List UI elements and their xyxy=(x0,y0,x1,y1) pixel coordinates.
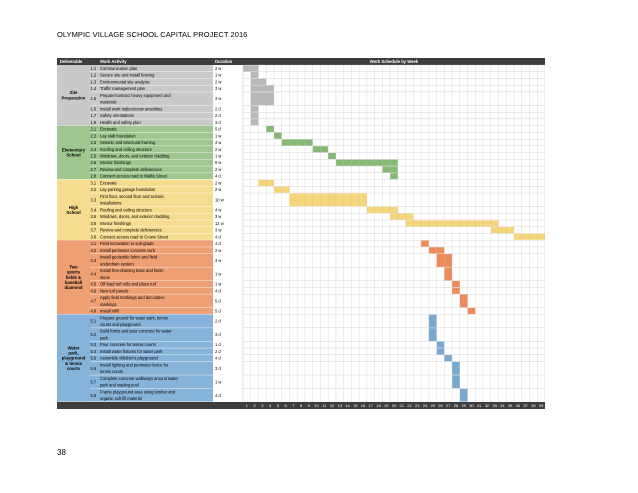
task-number: 2.4 xyxy=(90,146,97,152)
task-name: Windows, doors, and exterior cladding xyxy=(100,153,170,159)
task-number: 3.1 xyxy=(90,180,97,186)
task-name: Lay parking garage foundation xyxy=(100,187,156,193)
task-duration: 1 w xyxy=(215,379,222,385)
task-duration: 4 d xyxy=(215,173,221,179)
task-name: Health and safety plan xyxy=(100,119,141,125)
week-tick-label: 11 xyxy=(322,403,327,408)
task-duration: 4 d xyxy=(215,241,221,247)
task-number: 1.7 xyxy=(90,113,97,119)
task-row xyxy=(243,240,545,247)
task-bar xyxy=(421,241,429,247)
task-row xyxy=(243,65,545,72)
week-tick-label: 30 xyxy=(469,403,474,408)
task-row xyxy=(243,328,545,341)
week-tick-label: 24 xyxy=(422,403,428,408)
task-duration: 2 d xyxy=(215,106,221,112)
task-row xyxy=(243,112,545,119)
task-name: Interior finishings xyxy=(100,220,131,226)
page-number: 38 xyxy=(57,448,66,457)
task-duration: 12 w xyxy=(215,220,224,226)
task-name: Field excavation to sub-grade xyxy=(100,241,154,247)
task-duration: 3 d xyxy=(215,332,221,338)
week-tick-label: 19 xyxy=(384,403,389,408)
task-name: Connect access road to Crowe Street xyxy=(100,234,169,240)
task-row xyxy=(243,389,545,402)
task-name: Install geotextile fabric and field underdrain system xyxy=(100,254,158,267)
task-bar xyxy=(444,268,452,281)
task-bar xyxy=(251,112,259,118)
task-bar xyxy=(251,92,274,105)
task-row xyxy=(243,267,545,280)
task-bar xyxy=(460,294,468,307)
task-duration: 1 w xyxy=(215,133,222,139)
task-bar xyxy=(274,133,282,139)
task-name: Interior finishings xyxy=(100,160,131,166)
task-bar xyxy=(390,173,398,179)
task-row xyxy=(243,287,545,294)
task-bar xyxy=(452,288,460,294)
task-row xyxy=(243,254,545,267)
task-row xyxy=(243,153,545,160)
task-number: 2.3 xyxy=(90,140,97,146)
week-tick-label: 14 xyxy=(345,403,350,408)
task-duration: 2 d xyxy=(215,318,221,324)
task-bar xyxy=(452,375,460,388)
task-duration: 4 w xyxy=(215,140,222,146)
task-name: Secure site and install fencing xyxy=(100,72,155,78)
task-name: Apply field markings and decorative markings xyxy=(100,295,165,307)
header-activity: Work Activity xyxy=(100,59,127,64)
task-row xyxy=(243,119,545,126)
week-tick-label: 34 xyxy=(500,403,505,408)
week-tick-label: 17 xyxy=(368,403,373,408)
task-duration: 4 d xyxy=(215,234,221,240)
task-duration: 4 d xyxy=(215,288,221,294)
task-bar xyxy=(251,72,259,78)
task-duration: 8 w xyxy=(215,160,222,166)
task-duration: 3 w xyxy=(215,86,222,92)
task-number: 5.3 xyxy=(90,342,97,348)
task-bar xyxy=(452,362,460,375)
task-row xyxy=(243,294,545,307)
task-row xyxy=(243,355,545,362)
task-number: 2.6 xyxy=(90,160,97,166)
task-duration: 2 w xyxy=(215,180,222,186)
task-number: 5.7 xyxy=(90,379,97,385)
task-bar xyxy=(460,389,468,402)
task-row xyxy=(243,362,545,375)
task-number: 3.8 xyxy=(90,234,97,240)
task-number: 4.2 xyxy=(90,247,97,253)
week-tick-label: 33 xyxy=(492,403,497,408)
task-name: Install lighting and perimeter fence for tennis courts xyxy=(100,362,169,375)
task-duration: 3 w xyxy=(215,227,222,233)
task-row xyxy=(243,247,545,254)
task-name: First floor, second floor and seismic installations xyxy=(100,193,165,206)
task-number: 3.7 xyxy=(90,227,97,233)
task-number: 3.3 xyxy=(90,197,97,203)
task-number: 5.1 xyxy=(90,318,97,324)
task-name: Install work trailers/crew amenities xyxy=(100,106,163,112)
task-name: Roofing and ceiling structure xyxy=(100,207,152,213)
task-name: Install infill xyxy=(100,308,119,314)
week-tick-label: 35 xyxy=(507,403,513,408)
task-row xyxy=(243,314,545,327)
task-number: 4.1 xyxy=(90,241,97,247)
task-number: 1.8 xyxy=(90,119,97,125)
task-row xyxy=(243,220,545,227)
task-name: Communication plan xyxy=(100,65,138,71)
task-row xyxy=(243,375,545,388)
gantt-svg xyxy=(57,58,545,409)
week-tick-label: 3 xyxy=(261,403,264,408)
week-tick-label: 15 xyxy=(353,403,358,408)
week-tick-label: 2 xyxy=(253,403,256,408)
task-number: 3.2 xyxy=(90,187,97,193)
task-duration: 2 d xyxy=(215,348,221,354)
task-name: Environmental site analysis xyxy=(100,79,150,85)
group-label: Elementary School xyxy=(61,147,86,158)
task-duration: 3 w xyxy=(215,214,222,220)
task-number: 5.8 xyxy=(90,392,97,398)
task-number: 4.6 xyxy=(90,288,97,294)
task-duration: 5 d xyxy=(215,308,221,314)
task-name: Roofing and ceiling structure xyxy=(100,146,152,152)
task-name: Complete concrete walkways around water park and wading pool xyxy=(100,375,179,388)
task-duration: 2 w xyxy=(215,146,222,152)
week-tick-label: 22 xyxy=(407,403,412,408)
week-tick-label: 20 xyxy=(391,403,397,408)
task-number: 4.3 xyxy=(90,257,97,263)
task-number: 5.2 xyxy=(90,332,97,338)
task-number: 4.4 xyxy=(90,271,97,277)
task-row xyxy=(243,92,545,105)
task-bar xyxy=(429,328,437,341)
task-number: 1.6 xyxy=(90,106,97,112)
task-name: Prepare/contract heavy equipment and materials xyxy=(100,92,171,105)
week-tick-label: 4 xyxy=(268,403,272,408)
task-number: 2.8 xyxy=(90,173,97,179)
task-duration: 5 d xyxy=(215,126,221,132)
task-duration: 3 d xyxy=(215,119,221,125)
task-name: Review and complete deficiencies xyxy=(100,227,162,233)
week-tick-label: 32 xyxy=(484,403,490,408)
task-row xyxy=(243,348,545,355)
group-label: High School xyxy=(66,204,81,216)
task-duration: 2 w xyxy=(215,166,222,172)
week-tick-label: 18 xyxy=(376,403,381,408)
task-name: Seismic and structural framing xyxy=(100,140,156,146)
task-number: 1.3 xyxy=(90,79,97,85)
task-bar xyxy=(251,106,259,112)
gantt-chart xyxy=(57,58,545,409)
task-duration: 1 w xyxy=(215,271,222,277)
week-tick-label: 13 xyxy=(337,403,343,408)
task-name: Prepare ground for water park, tennis courts and playground xyxy=(100,315,168,327)
task-number: 3.4 xyxy=(90,207,97,213)
task-row xyxy=(243,132,545,139)
task-name: Review and complete deficiencies xyxy=(100,166,162,172)
task-duration: 4 d xyxy=(215,355,221,361)
week-tick-label: 8 xyxy=(299,403,303,408)
task-duration: 10 w xyxy=(215,197,224,203)
week-tick-label: 6 xyxy=(284,403,287,408)
task-name: Off-load turf rolls and place turf xyxy=(100,281,157,287)
week-tick-label: 25 xyxy=(430,403,435,408)
task-name: Install perimeter concrete curb xyxy=(100,247,156,253)
task-row xyxy=(243,72,545,79)
task-duration: 1 w xyxy=(215,153,222,159)
task-number: 1.1 xyxy=(90,65,97,71)
header-bar xyxy=(57,58,545,65)
group-label: Site Preparation xyxy=(61,90,86,101)
task-name: Install water fixtures for water park xyxy=(100,348,163,354)
week-tick-label: 5 xyxy=(276,403,279,408)
task-bar xyxy=(328,153,336,159)
task-name: Excavate xyxy=(100,126,117,132)
week-tick-label: 26 xyxy=(438,403,443,408)
task-row xyxy=(243,85,545,92)
week-tick-label: 9 xyxy=(307,403,310,408)
task-name: Install free-draining base and finish stone xyxy=(100,268,164,280)
task-number: 1.5 xyxy=(90,96,97,102)
task-name: Build forms and pour concrete for water park xyxy=(100,328,172,341)
task-bar xyxy=(251,86,274,92)
task-bar xyxy=(266,126,274,132)
task-bar xyxy=(251,119,259,125)
task-row xyxy=(243,308,545,315)
task-duration: 1 d xyxy=(215,342,221,348)
task-number: 2.5 xyxy=(90,153,97,159)
task-row xyxy=(243,234,545,241)
week-tick-label: 36 xyxy=(515,403,521,408)
task-duration: 2 d xyxy=(215,113,221,119)
task-number: 2.7 xyxy=(90,166,97,172)
week-tick-label: 31 xyxy=(476,403,482,408)
task-bar xyxy=(491,227,514,233)
group-label: Water park, playground & tennis courts xyxy=(61,345,86,372)
week-tick-label: 28 xyxy=(453,403,459,408)
task-number: 4.8 xyxy=(90,308,97,314)
week-tick-label: 16 xyxy=(360,403,366,408)
week-tick-label: 10 xyxy=(314,403,319,408)
task-number: 2.1 xyxy=(90,126,97,132)
task-number: 3.6 xyxy=(90,220,97,226)
task-duration: 3 w xyxy=(215,96,222,102)
task-bar xyxy=(390,214,413,220)
task-name: Traffic management plan xyxy=(100,86,146,92)
task-number: 3.5 xyxy=(90,214,97,220)
task-bar xyxy=(452,281,460,287)
task-duration: 2 w xyxy=(215,247,222,253)
week-tick-label: 38 xyxy=(531,403,536,408)
task-row xyxy=(243,193,545,206)
page-title: OLYMPIC VILLAGE SCHOOL CAPITAL PROJECT 2016 xyxy=(57,30,248,39)
task-name: Frame playground area using lumber and organic soft fill material xyxy=(100,389,176,402)
week-tick-label: 21 xyxy=(399,403,404,408)
task-duration: 3 w xyxy=(215,257,222,263)
task-row xyxy=(243,341,545,348)
task-name: Excavate xyxy=(100,180,117,186)
week-tick-label: 23 xyxy=(415,403,420,408)
task-number: 4.5 xyxy=(90,281,97,287)
header-duration: Duration xyxy=(215,59,233,64)
task-name: New turf panels xyxy=(100,288,129,294)
task-duration: 4 w xyxy=(215,207,222,213)
task-duration: 2 w xyxy=(215,65,222,71)
task-bar xyxy=(444,355,452,361)
week-tick-label: 1 xyxy=(245,403,248,408)
task-bar xyxy=(437,348,445,354)
task-name: Safety orientations xyxy=(100,113,134,119)
week-tick-label: 27 xyxy=(445,403,451,408)
task-number: 1.2 xyxy=(90,72,97,78)
task-row xyxy=(243,78,545,85)
task-row xyxy=(243,180,545,187)
header-deliverable: Deliverable xyxy=(60,59,83,64)
task-row xyxy=(243,105,545,112)
task-duration: 4 d xyxy=(215,392,221,398)
task-bar xyxy=(429,315,437,328)
week-tick-label: 37 xyxy=(523,403,528,408)
week-tick-label: 12 xyxy=(329,403,335,408)
task-number: 4.7 xyxy=(90,298,97,304)
task-name: Assemble children's playground xyxy=(100,355,158,361)
task-row xyxy=(243,126,545,133)
task-number: 5.4 xyxy=(90,348,97,354)
task-name: Windows, doors, and exterior cladding xyxy=(100,214,170,220)
task-bar xyxy=(437,342,445,348)
task-bar xyxy=(468,308,476,314)
task-duration: 1 w xyxy=(215,281,222,287)
task-number: 2.2 xyxy=(90,133,97,139)
task-name: Pour concrete for tennis courts xyxy=(100,342,156,348)
task-row xyxy=(243,146,545,153)
task-number: 1.4 xyxy=(90,86,97,92)
task-number: 5.5 xyxy=(90,355,97,361)
group-label: Two sports fields & baseball diamond xyxy=(64,264,83,291)
week-tick-label: 29 xyxy=(461,403,466,408)
task-duration: 1 w xyxy=(215,72,222,78)
task-duration: 2 w xyxy=(215,187,222,193)
task-name: Connect access road to Wallis Street xyxy=(100,173,167,179)
task-duration: 2 w xyxy=(215,79,222,85)
week-tick-label: 7 xyxy=(292,403,295,408)
week-tick-label: 39 xyxy=(538,403,544,408)
task-name: Lay slab foundation xyxy=(100,133,136,139)
task-row xyxy=(243,281,545,288)
task-duration: 3 d xyxy=(215,365,221,371)
task-number: 5.6 xyxy=(90,365,97,371)
task-duration: 5 d xyxy=(215,298,221,304)
header-schedule: Work Schedule by Week xyxy=(369,59,419,64)
